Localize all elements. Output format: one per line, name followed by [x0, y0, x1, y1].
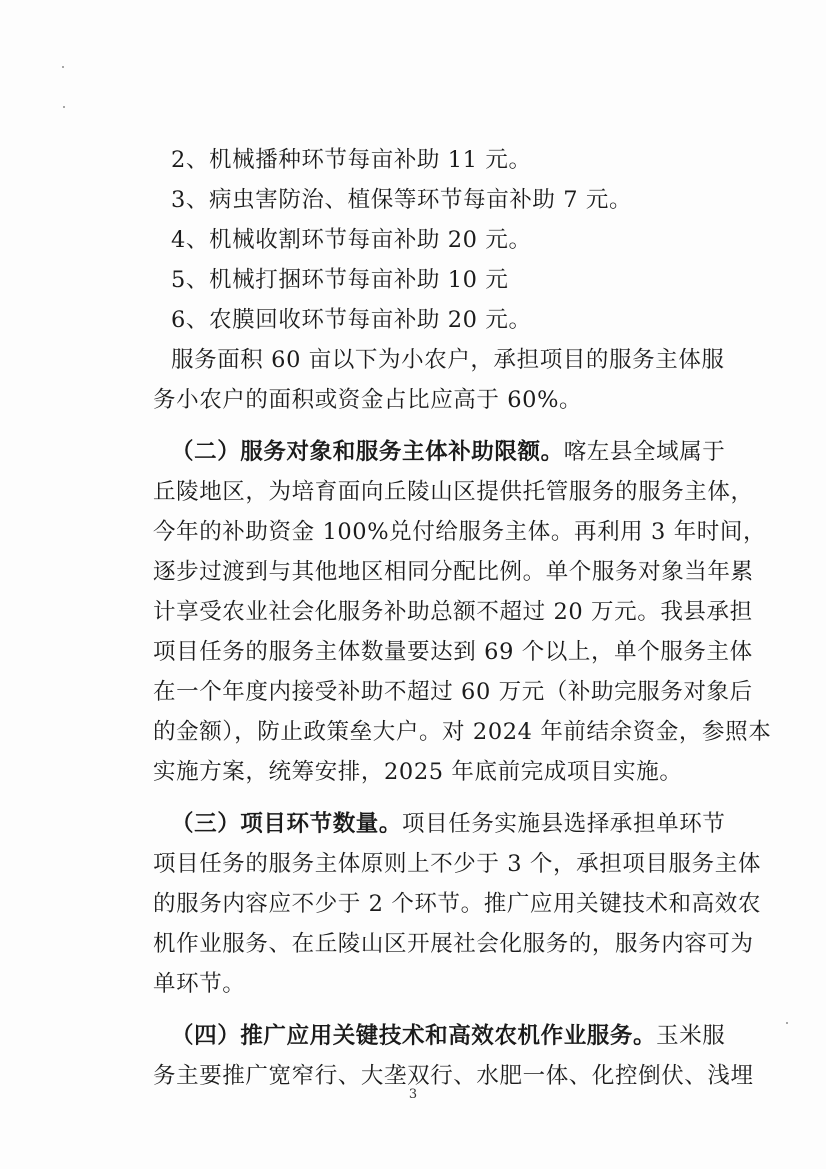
paragraph-line: 丘陵地区，为培育面向丘陵山区提供托管服务的服务主体，	[153, 479, 754, 505]
paragraph-line: 的金额），防止政策垒大户。对 2024 年前结余资金，参照本	[153, 719, 772, 745]
paragraph-line: 项目任务的服务主体原则上不少于 3 个，承担项目服务主体	[153, 851, 761, 877]
paragraph-line: 务小农户的面积或资金占比应高于 60%。	[153, 387, 583, 413]
section-first-line	[153, 432, 726, 472]
list-item: 5、机械打捆环节每亩补助 10 元	[171, 267, 509, 293]
paragraph-line: 机作业服务、在丘陵山区开展社会化服务的，服务内容可为	[153, 931, 754, 957]
scan-speck	[63, 106, 65, 108]
paragraph-line: 在一个年度内接受补助不超过 60 万元（补助完服务对象后	[153, 679, 753, 705]
section-text: 项目任务实施县选择承担单环节	[402, 811, 726, 837]
section-heading: （四）推广应用关键技术和高效农机作业服务。	[171, 1023, 657, 1049]
paragraph-line: 项目任务的服务主体数量要达到 69 个以上，单个服务主体	[153, 639, 753, 665]
paragraph-line: 服务面积 60 亩以下为小农户，承担项目的服务主体服	[171, 347, 725, 373]
paragraph-line: 今年的补助资金 100%兑付给服务主体。再利用 3 年时间，	[153, 519, 767, 545]
section-text: 喀左县全域属于	[563, 439, 726, 465]
list-item: 2、机械播种环节每亩补助 11 元。	[171, 147, 532, 173]
document-body	[153, 140, 772, 1096]
section-first-line	[153, 804, 726, 844]
section-project-links	[153, 804, 761, 1004]
paragraph-line: 实施方案，统筹安排，2025 年底前完成项目实施。	[153, 759, 683, 785]
paragraph-line: 计享受农业社会化服务补助总额不超过 20 万元。我县承担	[153, 599, 753, 625]
paragraph-line: 的服务内容应不少于 2 个环节。推广应用关键技术和高效农	[153, 891, 761, 917]
paragraph-line: 单环节。	[153, 971, 246, 997]
subsidy-list	[153, 140, 698, 340]
paragraph-small-farmers	[153, 340, 725, 420]
section-first-line	[153, 1016, 726, 1056]
paragraph-line: 逐步过渡到与其他地区相同分配比例。单个服务对象当年累	[153, 559, 754, 585]
list-item: 3、病虫害防治、植保等环节每亩补助 7 元。	[171, 187, 633, 213]
section-heading: （三）项目环节数量。	[171, 811, 403, 837]
section-key-technologies	[153, 1016, 754, 1096]
section-text: 玉米服	[656, 1023, 726, 1049]
paragraph-line: 务主要推广宽窄行、大垄双行、水肥一体、化控倒伏、浅埋	[153, 1063, 754, 1089]
scan-speck	[62, 66, 64, 68]
list-item: 4、机械收割环节每亩补助 20 元。	[171, 227, 532, 253]
section-subsidy-limit	[153, 432, 772, 792]
page-number: 3	[408, 1087, 418, 1102]
scan-speck	[786, 1022, 788, 1024]
list-item: 6、农膜回收环节每亩补助 20 元。	[171, 307, 532, 333]
section-heading: （二）服务对象和服务主体补助限额。	[171, 439, 564, 465]
